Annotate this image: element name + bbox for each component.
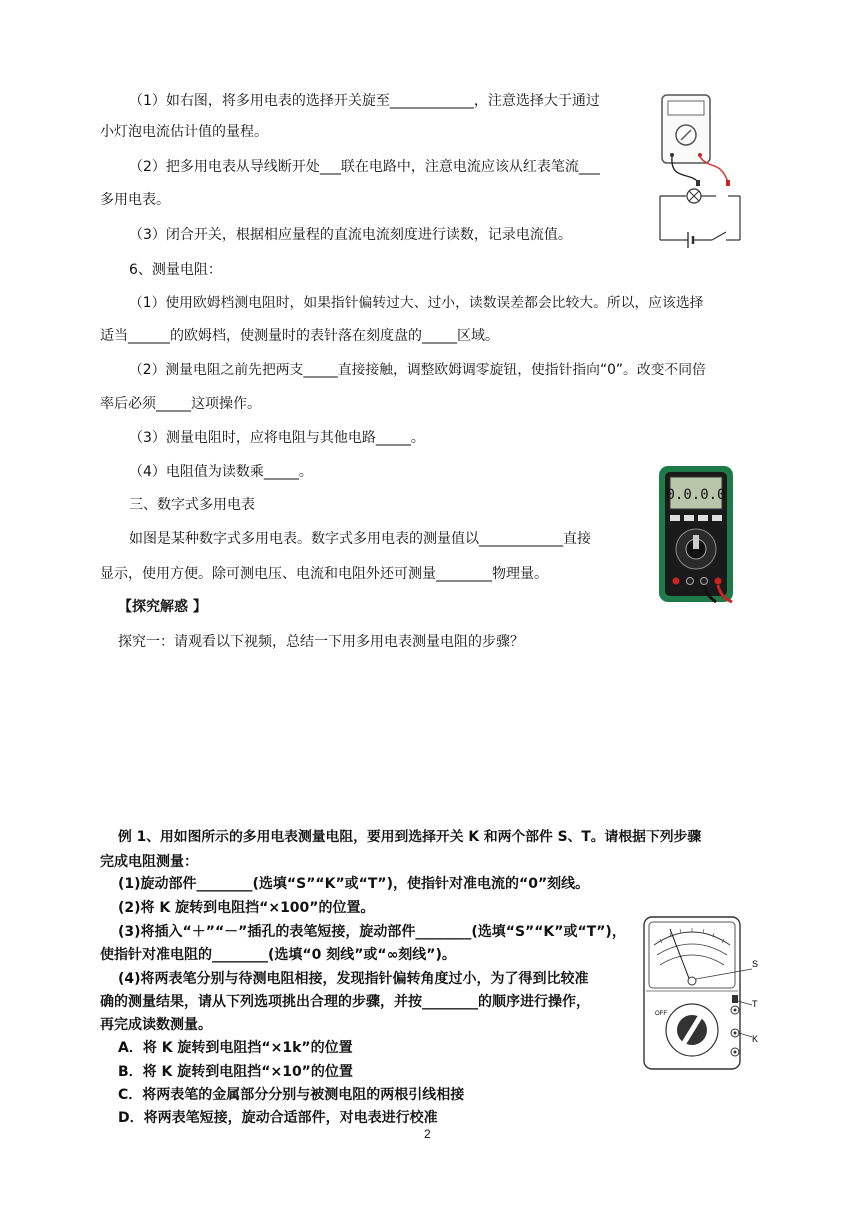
step-4: (4)将两表笔分别与待测电阻相接，发现指针偏转角度过小，为了得到比较准 [118,971,589,987]
text-line-15: 显示，使用方便。除可测电压、电流和电阻外还可测量________物理量。 [100,566,548,582]
step-3: (3)将插入“＋”“－”插孔的表笔短接，旋动部件________(选填“S”“K”或“T”)， [118,924,626,940]
option-a: A．将 K 旋转到电阻挡“×1k”的位置 [118,1040,353,1056]
text-line-17: 探究一：请观看以下视频，总结一下用多用电表测量电阻的步骤？ [118,634,524,650]
digital-display-reading: 0.0.0.0 [666,487,726,503]
step-1: (1)旋动部件________(选填“S”“K”或“T”)，使指针对准电流的“0”刻线。 [118,876,590,892]
text-line-19: 完成电阻测量： [100,854,198,870]
text-line-1: （1）如右图，将多用电表的选择开关旋至____________，注意选择大于通过 [129,93,600,109]
label-k: K [752,1034,759,1044]
example-1-heading: 例 1、用如图所示的多用电表测量电阻，要用到选择开关 K 和两个部件 S、T。请根据下列步骤 [118,829,702,845]
text-line-12: （4）电阻值为读数乘_____。 [129,464,313,480]
option-d: D．将两表笔短接，旋动合适部件，对电表进行校准 [118,1110,438,1126]
multimeter-circuit-figure [650,90,745,250]
label-off: OFF [655,1011,667,1017]
text-line-10: 率后必须_____这项操作。 [100,396,261,412]
step-4-cont2: 再完成读数测量。 [100,1017,212,1033]
step-2: (2)将 K 旋转到电阻挡“×100”的位置。 [118,900,375,916]
text-line-14: 如图是某种数字式多用电表。数字式多用电表的测量值以____________直接 [129,531,591,547]
step-4-cont: 确的测量结果，请从下列选项挑出合理的步骤，并按________的顺序进行操作， [100,994,590,1010]
text-line-7: （1）使用欧姆档测电阻时，如果指针偏转过大、过小，读数误差都会比较大。所以，应该选择 [129,295,704,311]
option-c: C．将两表笔的金属部分分别与被测电阻的两根引线相接 [118,1087,465,1103]
section-heading-digital: 三、数字式多用电表 [129,497,255,513]
text-line-4: 多用电表。 [100,192,170,208]
page-number: 2 [424,1127,431,1141]
text-line-2: 小灯泡电流估计值的量程。 [100,124,268,140]
text-line-3: （2）把多用电表从导线断开处___联在电路中，注意电流应该从红表笔流___ [129,159,600,175]
step-3-cont: 使指针对准电阻的________(选填“0 刻线”或“∞刻线”)。 [100,947,456,963]
label-s: S [752,959,759,969]
section-heading-explore: 【探究解惑 】 [118,599,207,615]
text-line-5: （3）闭合开关，根据相应量程的直流电流刻度进行读数，记录电流值。 [129,227,572,243]
text-line-11: （3）测量电阻时，应将电阻与其他电路_____。 [129,430,425,446]
text-line-9: （2）测量电阻之前先把两支_____直接接触，调整欧姆调零旋钮，使指针指向“0”。改变不同倍 [129,362,706,378]
analog-multimeter-figure [640,915,760,1072]
section-heading-6: 6、测量电阻： [129,262,222,278]
digital-multimeter-figure [658,465,734,603]
option-b: B．将 K 旋转到电阻挡“×10”的位置 [118,1064,353,1080]
label-t: T [752,999,758,1009]
text-line-8: 适当______的欧姆档，使测量时的表针落在刻度盘的_____区域。 [100,328,499,344]
